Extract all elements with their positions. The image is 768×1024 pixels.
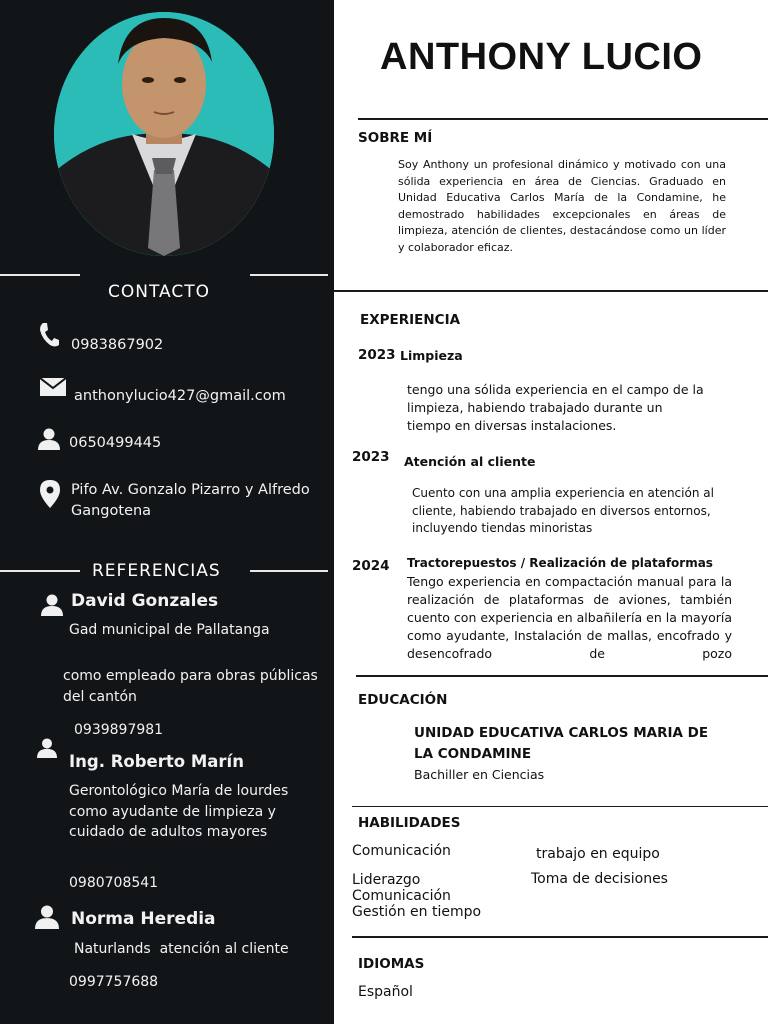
divider [358, 118, 768, 120]
references-heading: REFERENCIAS [92, 561, 221, 581]
profile-photo [54, 12, 274, 256]
experience-title: Limpieza [400, 348, 463, 363]
contact-address: Pifo Av. Gonzalo Pizarro y Alfredo Gangotena [71, 482, 310, 519]
divider [352, 806, 768, 807]
skill-item: Gestión en tiempo [352, 904, 482, 920]
experience-text: tengo una sólida experiencia en el campo de la limpieza, habiendo trabajado durante un tiempo en diversas instalaciones. [407, 382, 704, 433]
divider [250, 274, 328, 276]
reference-org: Gerontológico María de lourdes como ayudante de limpieza y cuidado de adultos mayores [69, 783, 289, 840]
experience-title: Atención al cliente [404, 454, 536, 469]
reference-phone[interactable]: 0939897981 [74, 722, 164, 738]
user-icon [36, 738, 58, 758]
contact-email[interactable]: anthonylucio427@gmail.com [74, 388, 286, 404]
education-heading: EDUCACIÓN [358, 692, 448, 708]
divider [334, 290, 768, 292]
skills-heading: HABILIDADES [358, 815, 461, 831]
profile-photo-illustration [54, 12, 274, 256]
page-title: ANTHONY LUCIO [380, 36, 703, 78]
user-icon [38, 428, 60, 450]
reference-phone[interactable]: 0980708541 [69, 875, 159, 891]
location-pin-icon [40, 480, 60, 508]
reference-name: Ing. Roberto Marín [69, 752, 244, 771]
experience-text: Tengo experiencia en compactación manual para la realización de plataformas de aviones, también cuento con experiencia en albañilería en la mayoría como ayudante, Instalación de mallas, encofrado y desencofrado de pozo [407, 574, 733, 661]
reference-org: Gad municipal de Pallatanga [69, 622, 270, 638]
divider [0, 570, 80, 572]
skill-item: Comunicación [352, 888, 451, 904]
about-text: Soy Anthony un profesional dinámico y motivado con una sólida experiencia en área de Ciencias. Graduado en Unidad Educativa Carlos María de la Condamine, he demostrado habilidades excepcionales en áreas de limpieza, atención de clientes, destacándose como un líder y colaborador eficaz. [398, 158, 726, 254]
experience-year: 2023 [358, 347, 396, 363]
experience-year: 2023 [352, 449, 390, 465]
user-icon [40, 594, 64, 616]
skill-item: Comunicación [352, 843, 451, 859]
email-icon [40, 378, 66, 396]
reference-phone[interactable]: 0997757688 [69, 974, 159, 990]
contact-heading: CONTACTO [108, 282, 210, 302]
skill-item: Liderazgo [352, 872, 421, 888]
reference-name: David Gonzales [71, 591, 219, 611]
divider [250, 570, 328, 572]
education-school: LA CONDAMINE [414, 746, 532, 762]
experience-text: Cuento con una amplia experiencia en atención al cliente, habiendo trabajado en diversos entornos, incluyendo tiendas minoristas [412, 486, 714, 535]
user-icon [34, 905, 60, 929]
divider [356, 675, 768, 677]
language-item: Español [358, 984, 413, 1000]
skill-item: Toma de decisiones [531, 871, 668, 887]
divider [0, 274, 80, 276]
skill-item: trabajo en equipo [536, 846, 660, 862]
contact-phone[interactable]: 0983867902 [71, 337, 164, 353]
education-school: UNIDAD EDUCATIVA CARLOS MARIA DE [414, 725, 709, 741]
experience-title: Tractorepuestos / Realización de plataformas [407, 556, 713, 570]
about-heading: SOBRE MÍ [358, 130, 433, 146]
divider [352, 936, 768, 938]
languages-heading: IDIOMAS [358, 956, 425, 972]
experience-heading: EXPERIENCIA [360, 312, 461, 328]
reference-role: como empleado para obras públicas del cantón [63, 668, 318, 705]
experience-year: 2024 [352, 558, 390, 574]
reference-org: Naturlands atención al cliente [74, 941, 289, 957]
education-degree: Bachiller en Ciencias [414, 767, 545, 782]
contact-id: 0650499445 [69, 435, 162, 451]
reference-name: Norma Heredia [71, 909, 216, 929]
phone-icon [38, 322, 60, 348]
